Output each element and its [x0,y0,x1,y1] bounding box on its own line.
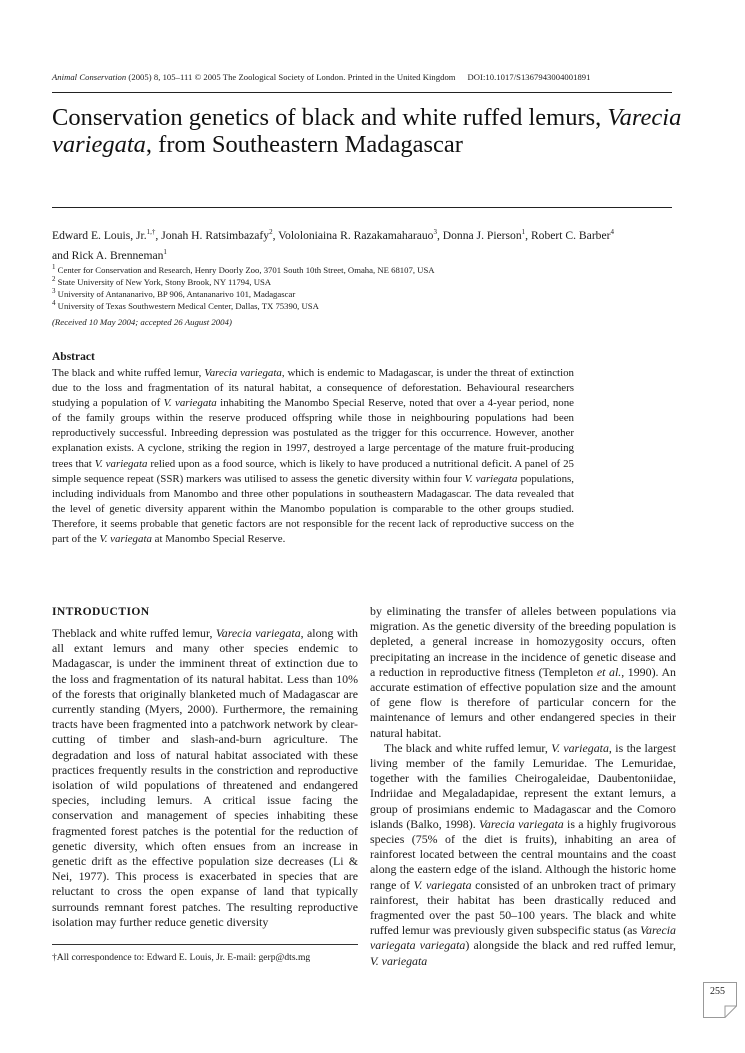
abstract-italic: Varecia variegata [204,367,282,379]
author-sup: 1 [521,228,526,236]
author-sup: 3 [433,228,437,236]
author-sup: 2 [269,228,273,236]
abstract-italic: V. variegata [464,472,518,485]
body-text: , 1990). An accurate estimation of effective population size and the amount of gene flow is therefore of particular concern for the maintenance of lemurs and other endangered species in their natural habitat. [370,664,676,740]
author-sup: 1,† [146,228,156,236]
running-header [52,72,692,82]
aff-sup: 4 [52,299,56,307]
abstract-text: relied upon as a food source, which is likely to have produced a nutritional deficit. A panel of 25 simple sequence repeat (SSR) markers was utilised to assess the genetic diversity within four [52,457,574,485]
intro-column-right [370,604,676,969]
paragraph [370,604,676,741]
received-dates: (Received 10 May 2004; accepted 26 August 2004) [52,317,232,327]
page-number-box [703,982,737,1018]
aff-text: State University of New York, Stony Brook, NY 11794, USA [55,276,272,287]
body-italic: V. variegata [413,877,472,892]
body-text: , along with all extant lemurs and many other species endemic to Madagascar, is under the imminent threat of extinction due to the loss and fragmentation of its natural habitat. Less than 10% of the forests that originally blanketed much of Madagascar are currently standing (Myers, 2000). Furthermore, the remaining tracts have been fragmented into a patchwork network by clear-cutting of timber and slash-and-burn agriculture. The degradation and loss of natural habitat associated with these practices frequently results in the constriction and reproductive isolation of wild populations of threatened and endangered species, including lemurs. A critical issue facing the conservation and management of species inhabiting these fragmented forest patches is the potential for the reduction of genetic diversity, which often ensues from an increase in genetic drift as the effective population size decreases (Li & Nei, 1977). This process is exacerbated in species that are reluctant to cross the open expanse of land that typically surrounds remnant forest patches. The resulting reproductive isolation may further reduce genetic diversity [52,626,358,929]
body-text: is a highly frugivorous species (75% of the diet is fruits), inhabiting an area of rainforest located between the central mountains and the coast along the eastern edge of the island. Although the historic home range of [370,816,676,892]
footnote-rule [52,944,358,945]
body-text: The black and white ruffed lemur, [384,740,552,755]
abstract-italic: V. variegata [163,397,217,410]
body-text: , is the largest living member of the family Lemuridae. The Lemuridae, together with the families Cheirogaleidae, Daubentoniidae, Indriidae and Megaladapidae, represent the extant lemurs, a group of prosimians endemic to Madagascar and the Comoro islands (Balko, 1998). [370,740,676,831]
abstract-text: , which is endemic to Madagascar, is under the threat of extinction due to the loss and fragmentation of its natural habitat, a consequence of deforestation. Behavioural researchers studying a population of [52,367,574,410]
correspondence-footnote: †All correspondence to: Edward E. Louis, Jr. E-mail: gerp@dts.mg [52,952,311,963]
body-italic: Varecia variegata variegata [370,923,676,953]
aff-sup: 3 [52,287,56,295]
abstract-text: The black and white ruffed lemur, [52,367,205,379]
aff-sup: 1 [52,263,56,271]
header-rule [52,92,672,93]
journal-name: Animal Conservation [52,72,127,82]
body-italic: V. variegata [551,740,609,755]
abstract-italic: V. variegata [94,457,148,470]
author: , Robert C. Barber [525,228,611,242]
aff-text: Center for Conservation and Research, Henry Doorly Zoo, 3701 South 10th Street, Omaha, NE 68107, USA [55,264,435,275]
page-number: 255 [710,986,725,997]
title-rule [52,207,672,208]
affiliation [52,298,692,312]
abstract-italic: V. variegata [99,533,152,546]
abstract-text: inhabiting the Manombo Special Reserve, noted that over a 4-year period, none of the family groups within the reserve produced offspring while those in neighbouring populations had been reproductively successful. Inbreeding depression was postulated as the trigger for this occurrence. However, another explanation exists. A cyclone, striking the region in 1997, destroyed a large percentage of the mature fruit-producing trees that [52,397,574,470]
aff-text: University of Texas Southwestern Medical Center, Dallas, TX 75390, USA [55,300,319,311]
section-heading-introduction: INTRODUCTION [52,605,150,618]
title-genus: Varecia [607,104,682,131]
body-italic: V. variegata [370,953,428,968]
paragraph [52,626,358,930]
body-text: Theblack and white ruffed lemur, [52,626,216,640]
paragraph [370,741,676,969]
abstract-text: at Manombo Special Reserve. [151,533,286,546]
aff-text: University of Antananarivo, BP 906, Antananarivo 101, Madagascar [55,288,296,299]
body-italic: Varecia variegata [478,816,564,831]
author: and Rick A. Brenneman [52,248,164,262]
body-italic: et al. [596,664,622,679]
body-text: consisted of an unbroken tract of primary rainforest, their habitat has been drastically reduced and fragmented over the past 50–100 years. The black and white ruffed lemur was previously given subspecific status (as [370,877,676,938]
author-sup: 4 [610,228,614,236]
intro-column-left [52,626,358,930]
body-italic: Varecia variegata [215,626,301,640]
title-species: variegata [52,131,146,158]
aff-sup: 2 [52,275,56,283]
abstract-heading: Abstract [52,351,95,363]
title-part: , from Southeastern Madagascar [145,131,463,158]
doi: DOI:10.1017/S1367943004001891 [467,72,591,82]
body-text: ) alongside the black and red ruffed lemur, [465,938,677,953]
author: Edward E. Louis, Jr. [52,228,147,242]
body-text: by eliminating the transfer of alleles between populations via migration. As the genetic diversity of the breeding population is depleted, a general increase in homozygosity occurs, often precipitating an increase in the incidence of genetic disease and a reduction in reproductive fitness (Templeton [370,604,676,679]
author-list [52,224,692,264]
author: , Vololoniaina R. Razakamaharauo [272,228,434,242]
abstract-body [52,366,574,547]
title-part: Conservation genetics of black and white ruffed lemurs, [52,104,608,131]
citation: (2005) 8, 105–111 © 2005 The Zoological Society of London. Printed in the United Kingdom [126,72,456,82]
article-title [52,104,692,158]
author: , Jonah H. Ratsimbazafy [155,228,270,242]
author-sup: 1 [163,247,167,256]
author: , Donna J. Pierson [436,228,522,242]
abstract-text: populations, including individuals from Manombo and three other populations in southeastern Madagascar. The data revealed that the level of genetic diversity apparent within the Manombo population is comparable to the other groups studied. Therefore, it seems probable that genetic factors are not responsible for the recent lack of reproductive success on the part of the [52,472,574,546]
